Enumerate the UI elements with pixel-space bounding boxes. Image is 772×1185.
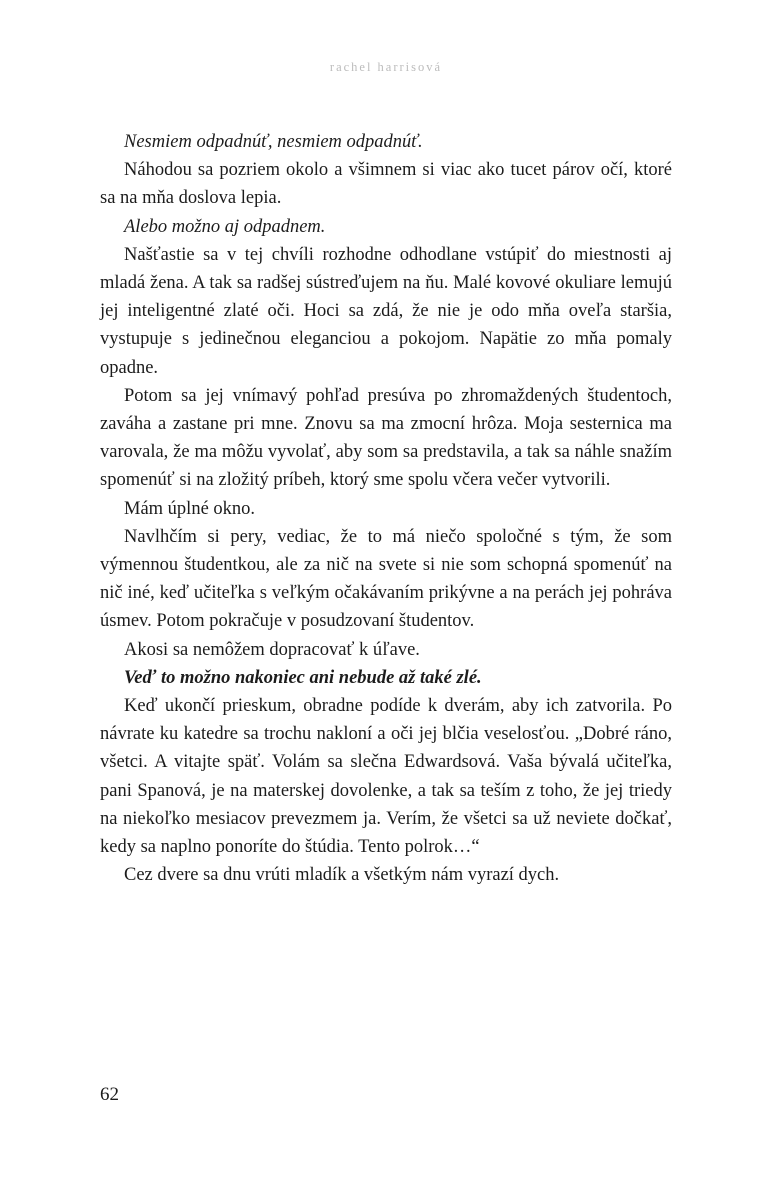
paragraph: Alebo možno aj odpadnem. — [124, 216, 326, 237]
paragraph: Veď to možno nakoniec ani nebude až také zlé. — [124, 667, 482, 688]
paragraph: Mám úplné okno. — [124, 498, 256, 519]
running-header-author: rachel harrisová — [329, 60, 443, 74]
paragraph: Náhodou sa pozriem okolo a všimnem si viac ako tucet párov očí, ktoré sa na mňa doslova lepia. — [100, 160, 672, 209]
page-body — [100, 128, 672, 889]
paragraph: Cez dvere sa dnu vrúti mladík a všetkým nám vyrazí dych. — [124, 865, 560, 886]
paragraph: Potom sa jej vnímavý pohľad presúva po zhromaždených študentoch, zaváha a zastane pri mne. Znovu sa ma zmocní hrôza. Moja sesternica ma varovala, že ma môžu vyvolať, aby som sa predstavila, a tak sa náhle snažím spomenúť si na zložitý príbeh, ktorý sme spolu včera večer vytvorili. — [100, 385, 672, 491]
paragraph: Našťastie sa v tej chvíli rozhodne odhodlane vstúpiť do miestnosti aj mladá žena. A tak sa radšej sústreďujem na ňu. Malé kovové okuliare lemujú jej inteligentné zlaté oči. Hoci sa zdá, že nie je odo mňa oveľa staršia, vystupuje s jedinečnou eleganciou a pokojom. Napätie zo mňa pomaly opadne. — [100, 244, 672, 378]
paragraph: Akosi sa nemôžem dopracovať k úľave. — [124, 639, 420, 660]
paragraph: Keď ukončí prieskum, obradne podíde k dverám, aby ich zatvorila. Po návrate ku katedre sa trochu nakloní a oči jej blčia veselosťou. „Dobré ráno, všetci. A vitajte späť. Volám sa slečna Edwardsová. Vaša bývalá učiteľka, pani Spanová, je na materskej dovolenke, a tak sa teším z toho, že jej triedy na niekoľko mesiacov prevezmem ja. Verím, že všetci sa už neviete dočkať, kedy sa naplno ponoríte do štúdia. Tento polrok…“ — [100, 696, 672, 858]
paragraph: Nesmiem odpadnúť, nesmiem odpadnúť. — [124, 132, 423, 152]
page-number: 62 — [100, 1084, 119, 1105]
paragraph: Navlhčím si pery, vediac, že to má niečo spoločné s tým, že som výmennou študentkou, ale za nič na svete si nie som schopná spomenúť na nič iné, keď učiteľka s veľkým očakávaním prikývne a na perách jej pohráva úsmev. Potom pokračuje v posudzovaní študentov. — [100, 526, 672, 632]
